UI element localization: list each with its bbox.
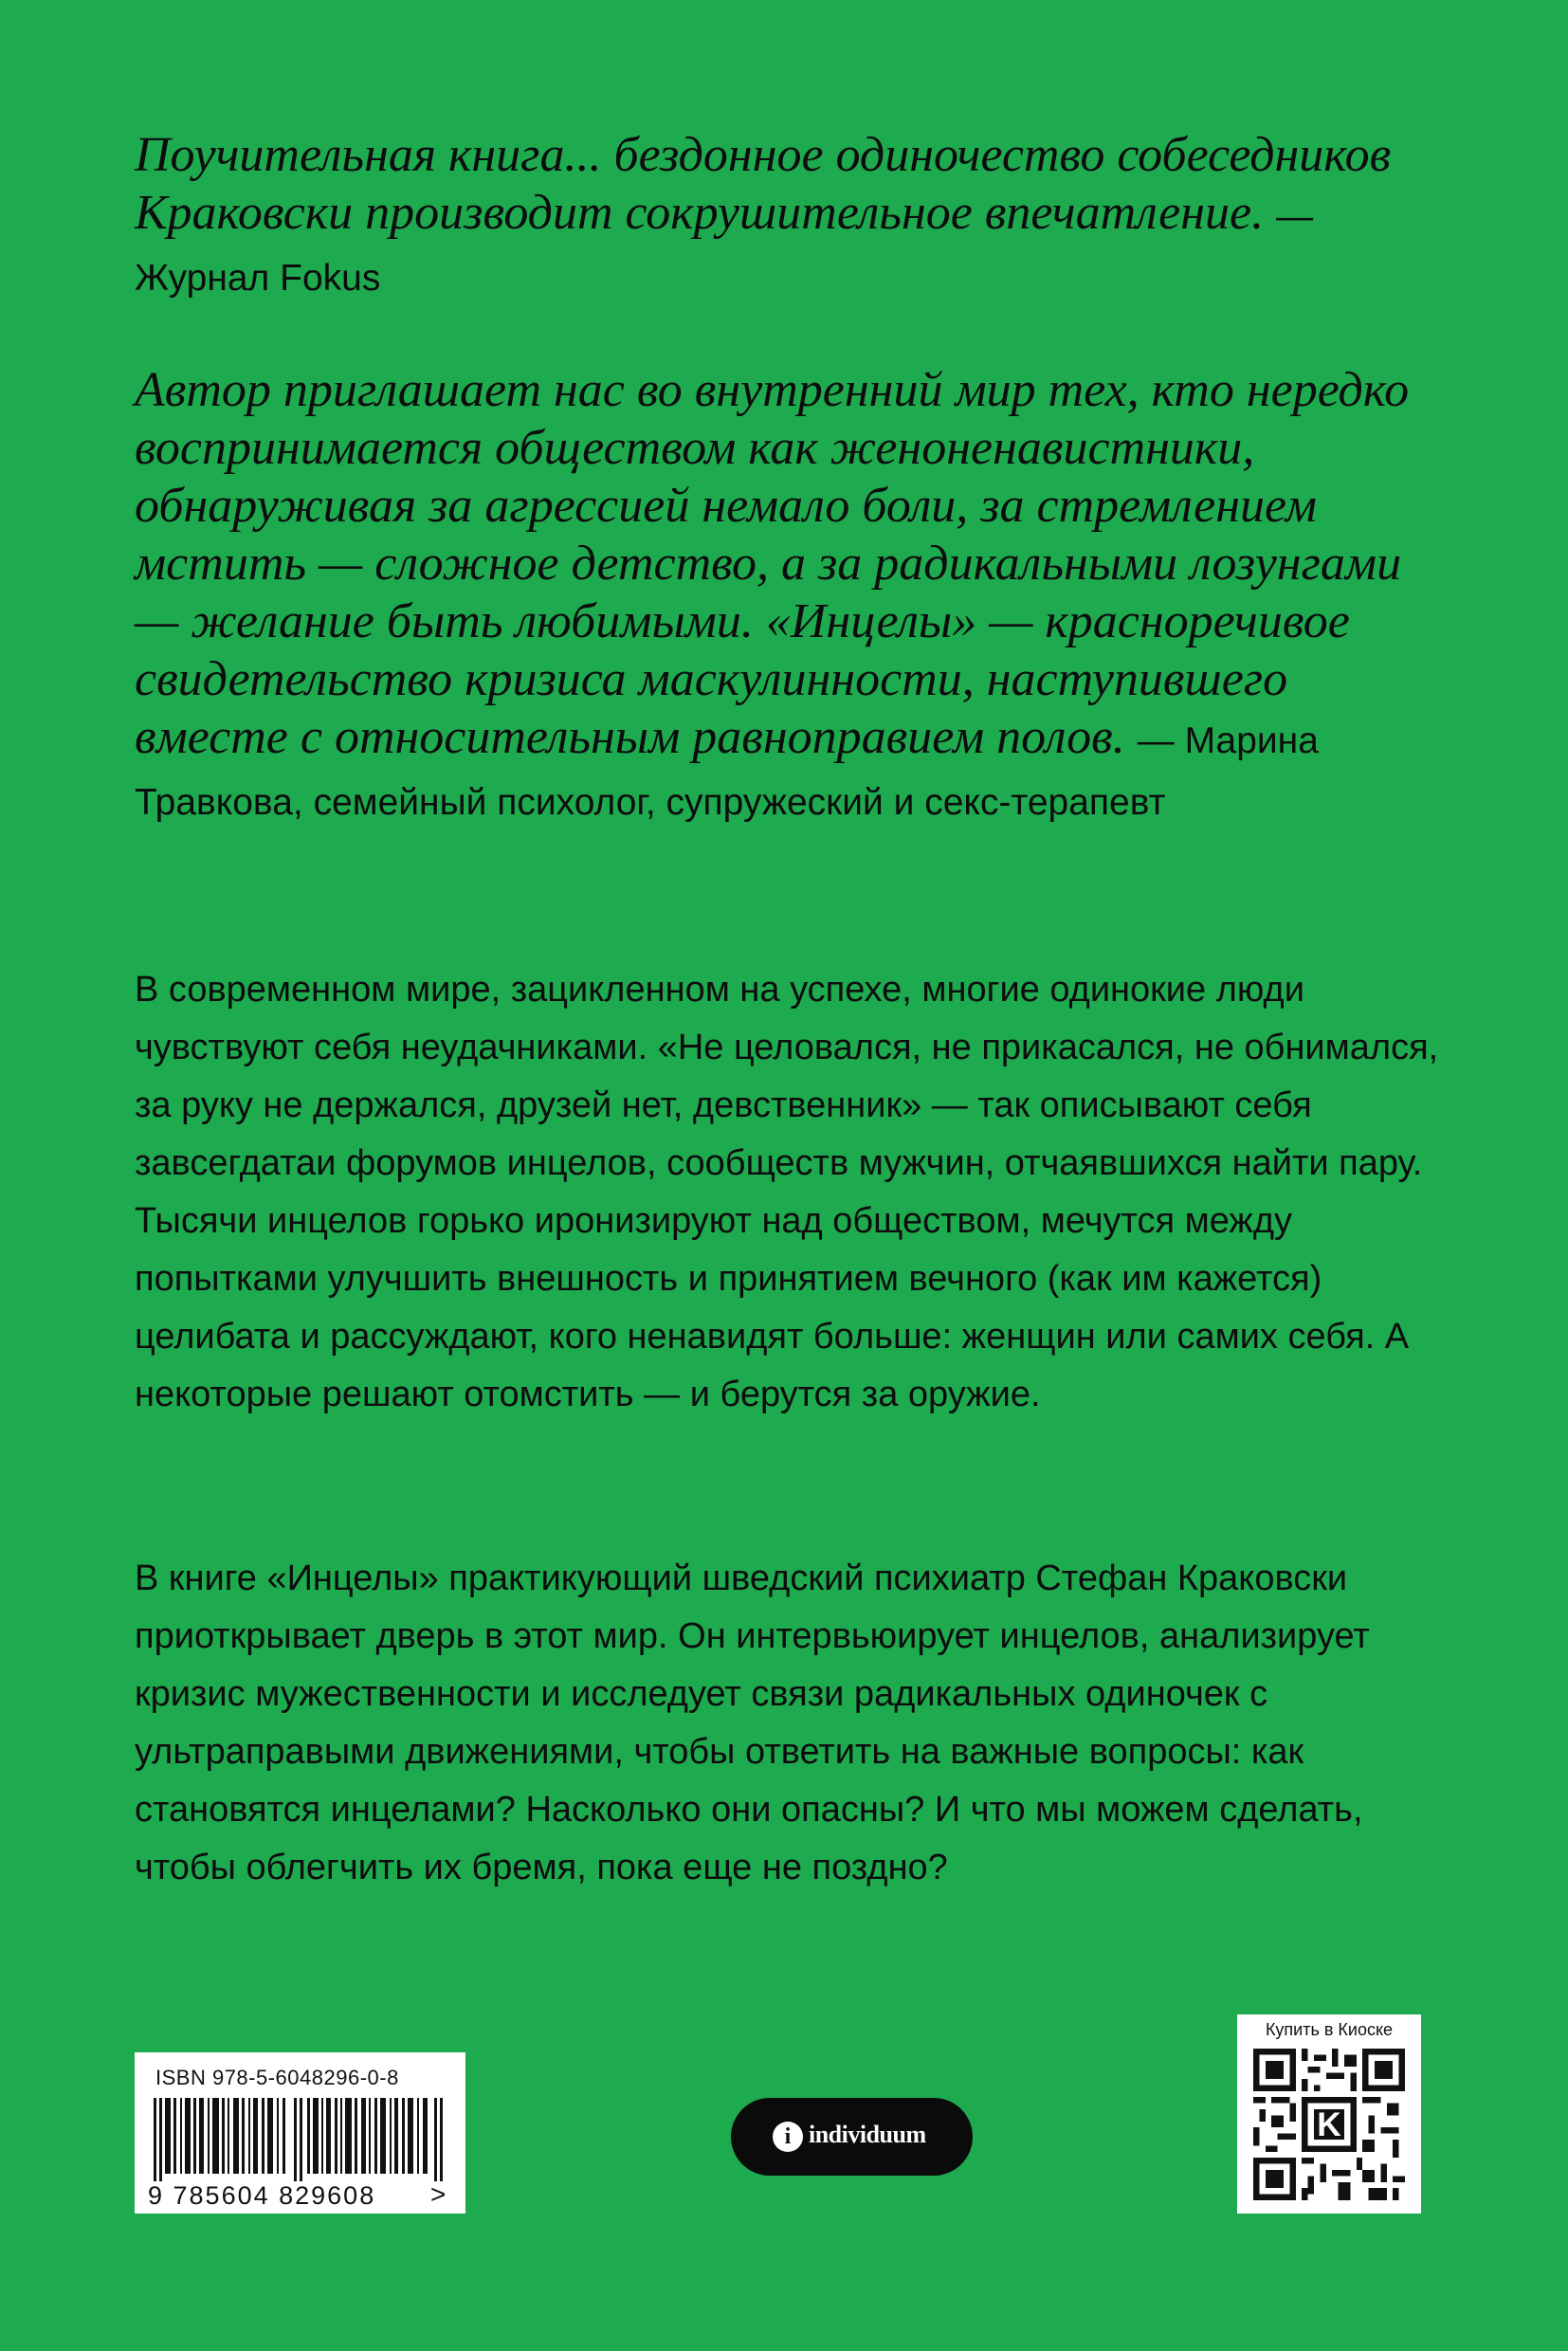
isbn-digits: 9 785604 829608 <box>148 2181 376 2210</box>
isbn-arrow: > <box>430 2179 447 2209</box>
publisher-logo <box>731 2098 973 2176</box>
review-quote-2 <box>135 361 1443 831</box>
isbn-label: ISBN 978-5-6048296-0-8 <box>155 2066 399 2089</box>
qr-code-icon[interactable] <box>1253 2049 1405 2200</box>
isbn-barcode-block <box>135 2052 465 2214</box>
quote-1-text: Поучительная книга... бездонное одиночество собеседников Краковски производит сокрушительное впечатление. <box>135 128 1392 240</box>
quote-1-attribution: — Журнал Fokus <box>135 196 1314 299</box>
qr-center-letter: K <box>1317 2106 1341 2144</box>
publisher-name: individuum <box>809 2121 926 2148</box>
review-quote-1 <box>135 126 1443 307</box>
qr-label: Купить в Киоске <box>1265 2020 1394 2039</box>
quote-2-text: Автор приглашает нас во внутренний мир тех, кто нередко воспринимается обществом как женоненавистники, обнаруживая за агрессией немало боли, за стремлением мстить — сложное детство, а за радикальными лозунгами — желание быть любимыми. «Инцелы» — красноречивое свидетельство кризиса маскулинности, наступившего вместе с относительным равноправием полов. <box>135 363 1410 764</box>
qr-code-block[interactable] <box>1237 2014 1421 2214</box>
publisher-initial-icon: i <box>773 2122 803 2152</box>
barcode-icon <box>154 2098 447 2181</box>
quote-2-attribution: — Марина Травкова, семейный психолог, супружеский и секс-терапевт <box>135 720 1319 823</box>
description-paragraph-1: В современном мире, зацикленном на успехе, многие одинокие люди чувствуют себя неудачниками. «Не целовался, не прикасался, не обнимался, за руку не держался, друзей нет, девственник» — так описывают себя завсегдатаи форумов инцелов, сообществ мужчин, отчаявшихся найти пару. Тысячи инцелов горько иронизируют над обществом, мечутся между попытками улучшить внешность и принятием вечного (как им кажется) целибата и рассуждают, кого ненавидят больше: женщин или самих себя. А некоторые решают отомстить — и берутся за оружие. <box>135 970 1439 1414</box>
description-paragraph-2: В книге «Инцелы» практикующий шведский психиатр Стефан Краковски приоткрывает дверь в этот мир. Он интервьюирует инцелов, анализирует кризис мужественности и исследует связи радикальных одиночек с ультраправыми движениями, чтобы ответить на важные вопросы: как становятся инцелами? Насколько они опасны? И что мы можем сделать, чтобы облегчить их бремя, пока еще не поздно? <box>135 1558 1370 1887</box>
